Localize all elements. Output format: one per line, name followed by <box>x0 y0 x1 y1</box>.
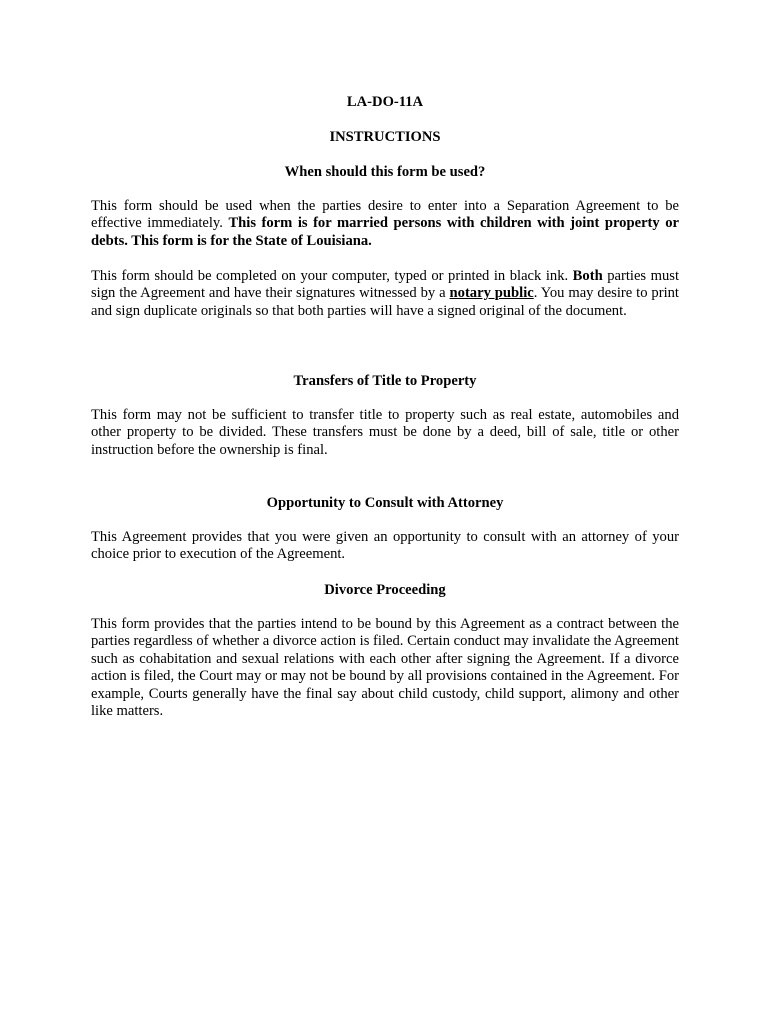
paragraph-text: parties must sign the Agreement and have their signatures witnessed by a <box>91 268 679 302</box>
paragraph-when-used <box>91 198 679 250</box>
paragraph-text: This form should be completed on your computer, typed or printed in black ink. <box>91 268 573 284</box>
paragraph-bold-text: Both <box>572 268 603 284</box>
notary-public-text: notary public <box>449 285 534 302</box>
paragraph-text: This form should be used when the parties desire to enter into a Separation Agreement to be effective immediately. <box>91 198 679 232</box>
paragraph-bold-text: This form is for married persons with children with joint property or debts. This form is for the State of Louisiana. <box>91 215 679 249</box>
paragraph-divorce: This form provides that the parties intend to be bound by this Agreement as a contract between the parties regardless of whether a divorce action is filed. Certain conduct may invalidate the Agreement such as cohabitation and sexual relations with each other after signing the Agreement. If a divorce action is filed, the Court may or may not be bound by all provisions contained in the Agreement. For example, Courts generally have the final say about child custody, child support, alimony and other like matters. <box>91 616 679 720</box>
paragraph-transfers: This form may not be sufficient to transfer title to property such as real estate, automobiles and other property to be divided. These transfers must be done by a deed, bill of sale, title or other instruction before the ownership is final. <box>91 407 679 458</box>
section-title-attorney: Opportunity to Consult with Attorney <box>266 495 504 511</box>
section-title-when-used: When should this form be used? <box>284 164 486 180</box>
paragraph-completion <box>91 268 679 320</box>
form-id: LA-DO-11A <box>346 94 424 110</box>
paragraph-attorney: This Agreement provides that you were given an opportunity to consult with an attorney of your choice prior to execution of the Agreement. <box>91 529 679 563</box>
section-title-divorce: Divorce Proceeding <box>324 582 446 598</box>
section-title-transfers: Transfers of Title to Property <box>293 373 477 389</box>
page-title: INSTRUCTIONS <box>329 129 441 145</box>
paragraph-text: . You may desire to print and sign duplicate originals so that both parties will have a signed original of the document. <box>91 285 679 319</box>
